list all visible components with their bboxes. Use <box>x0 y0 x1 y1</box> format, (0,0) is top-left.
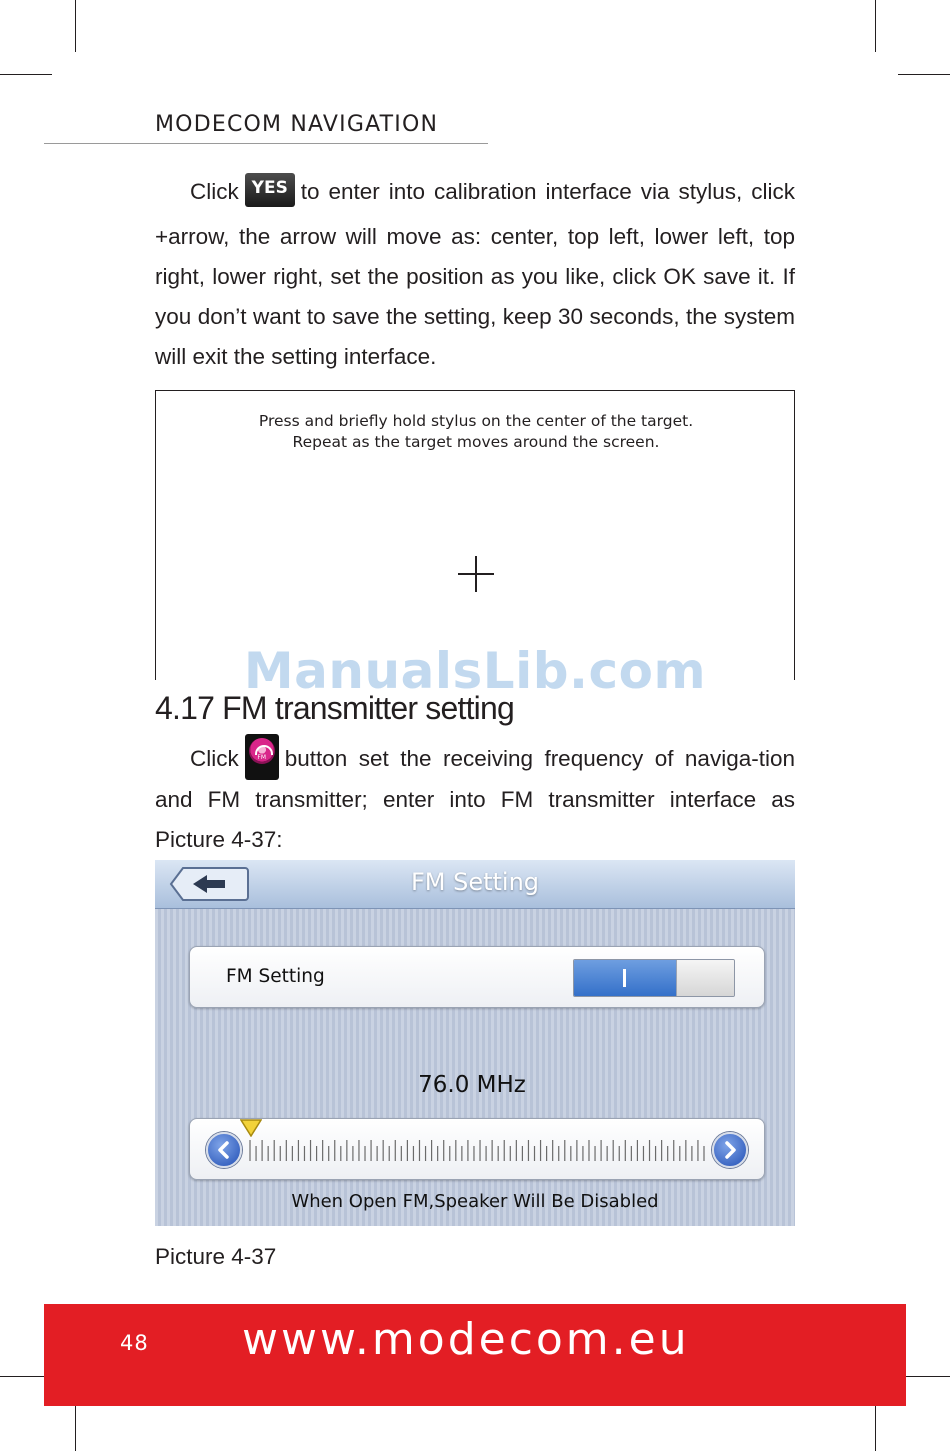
frequency-scale[interactable] <box>248 1137 706 1163</box>
section-title: 4.17 FM transmitter setting <box>155 690 514 726</box>
calibration-line-2: Repeat as the target moves around the screen. <box>292 433 660 451</box>
watermark: ManualsLib.com <box>243 642 707 700</box>
para-text: button set the receiving frequency of naviga-tion and FM transmitter; enter into FM transmitter interface as Picture 4-37: <box>155 746 795 852</box>
fm-paragraph <box>155 734 795 860</box>
crop-mark <box>875 0 876 52</box>
footer-url: www.modecom.eu <box>242 1314 690 1365</box>
fm-setting-label: FM Setting <box>226 966 325 987</box>
crop-mark <box>0 74 52 75</box>
figure-caption: Picture 4-37 <box>155 1244 277 1269</box>
fm-setting-row <box>189 946 765 1008</box>
frequency-slider-row <box>189 1118 765 1180</box>
calibration-paragraph <box>155 172 795 377</box>
yes-button-icon: YES <box>245 173 295 207</box>
running-header: MODECOM NAVIGATION <box>155 112 439 137</box>
calibration-instructions <box>156 411 796 453</box>
frequency-marker-icon[interactable] <box>240 1119 262 1137</box>
calibration-screen <box>155 390 795 680</box>
frequency-readout: 76.0 MHz <box>418 1072 526 1098</box>
crop-mark <box>898 74 950 75</box>
speaker-warning: When Open FM,Speaker Will Be Disabled <box>291 1191 659 1212</box>
decrease-frequency-button[interactable] <box>206 1132 242 1168</box>
fm-toggle-switch[interactable] <box>573 959 735 997</box>
crop-mark <box>875 1399 876 1451</box>
fm-screen-title: FM Setting <box>410 868 540 896</box>
para-click-word: Click <box>190 746 239 771</box>
header-rule <box>44 143 488 144</box>
crosshair-target-icon <box>458 556 494 592</box>
crop-mark <box>75 1399 76 1451</box>
increase-frequency-button[interactable] <box>712 1132 748 1168</box>
crop-mark <box>75 0 76 52</box>
para-click-word: Click <box>190 179 239 204</box>
fm-setting-screen <box>155 860 795 1226</box>
footer-band <box>44 1304 906 1406</box>
fm-titlebar <box>155 860 795 909</box>
page-number: 48 <box>120 1331 149 1355</box>
fm-transmitter-icon: FM <box>245 734 279 780</box>
calibration-line-1: Press and briefly hold stylus on the center of the target. <box>258 412 694 430</box>
para-text: to enter into calibration interface via stylus, click +arrow, the arrow will move as: center, top left, lower left, top right, lower right, set the position as you like, click OK save it. If you don’t want to save the setting, keep 30 seconds, the system will exit the setting interface. <box>155 179 795 369</box>
